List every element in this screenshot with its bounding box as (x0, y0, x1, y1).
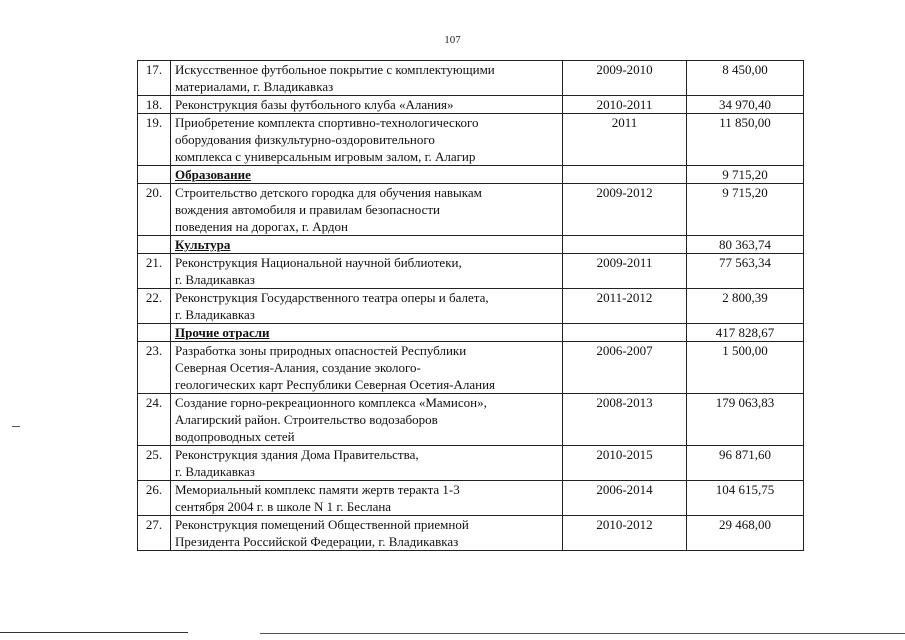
projects-table (137, 60, 804, 551)
project-amount: 11 850,00 (687, 114, 804, 166)
project-amount: 9 715,20 (687, 184, 804, 236)
project-name-line: Реконструкция базы футбольного клуба «Алания» (175, 97, 454, 112)
section-row (138, 166, 804, 184)
project-period (563, 166, 687, 184)
section-row (138, 236, 804, 254)
project-amount: 179 063,83 (687, 394, 804, 446)
project-name (171, 342, 563, 394)
project-period: 2011 (563, 114, 687, 166)
project-period: 2009-2010 (563, 61, 687, 96)
scan-edge-line-left (0, 632, 188, 633)
row-number (138, 324, 171, 342)
project-name-line: оборудования физкультурно-оздоровительного (175, 132, 435, 147)
row-number (138, 236, 171, 254)
project-period (563, 324, 687, 342)
project-amount: 77 563,34 (687, 254, 804, 289)
project-name-line: Прочие отрасли (175, 325, 270, 340)
project-name-line: материалами, г. Владикавказ (175, 79, 334, 94)
row-number: 17. (138, 61, 171, 96)
project-name (171, 254, 563, 289)
project-name (171, 481, 563, 516)
row-number: 20. (138, 184, 171, 236)
project-amount: 80 363,74 (687, 236, 804, 254)
page-number: 107 (444, 34, 461, 46)
section-row (138, 324, 804, 342)
row-number: 23. (138, 342, 171, 394)
project-name-line: Приобретение комплекта спортивно-технологического (175, 115, 479, 130)
project-period (563, 236, 687, 254)
project-period: 2008-2013 (563, 394, 687, 446)
project-period: 2006-2007 (563, 342, 687, 394)
project-name (171, 96, 563, 114)
project-name-line: Строительство детского городка для обучения навыкам (175, 185, 482, 200)
table-row (138, 342, 804, 394)
project-amount: 1 500,00 (687, 342, 804, 394)
project-name-line: Искусственное футбольное покрытие с комплектующими (175, 62, 495, 77)
project-amount: 96 871,60 (687, 446, 804, 481)
project-amount: 34 970,40 (687, 96, 804, 114)
project-name-line: водопроводных сетей (175, 429, 295, 444)
project-name-line: вождения автомобиля и правилам безопасности (175, 202, 440, 217)
project-period: 2009-2011 (563, 254, 687, 289)
table-row (138, 254, 804, 289)
project-period: 2010-2015 (563, 446, 687, 481)
project-name-line: Культура (175, 237, 231, 252)
project-period: 2009-2012 (563, 184, 687, 236)
project-name-line: Реконструкция Национальной научной библиотеки, (175, 255, 462, 270)
project-name (171, 61, 563, 96)
project-name-line: Президента Российской Федерации, г. Владикавказ (175, 534, 459, 549)
project-name (171, 394, 563, 446)
project-name-line: комплекса с универсальным игровым залом, г. Алагир (175, 149, 476, 164)
project-name-line: поведения на дорогах, г. Ардон (175, 219, 348, 234)
row-number: 21. (138, 254, 171, 289)
table-row (138, 394, 804, 446)
project-name-line: г. Владикавказ (175, 272, 255, 287)
project-amount: 29 468,00 (687, 516, 804, 551)
project-name-line: Создание горно-рекреационного комплекса «Мамисон», (175, 395, 487, 410)
row-number: 22. (138, 289, 171, 324)
row-number: 19. (138, 114, 171, 166)
row-number: 26. (138, 481, 171, 516)
project-name (171, 184, 563, 236)
project-name (171, 446, 563, 481)
project-name-line: сентября 2004 г. в школе N 1 г. Беслана (175, 499, 392, 514)
project-amount: 8 450,00 (687, 61, 804, 96)
project-name-line: Реконструкция Государственного театра оперы и балета, (175, 290, 489, 305)
project-name-line: Мемориальный комплекс памяти жертв теракта 1-3 (175, 482, 460, 497)
project-name-line: геологических карт Республики Северная Осетия-Алания (175, 377, 496, 392)
table-row (138, 516, 804, 551)
section-title (171, 324, 563, 342)
table-row (138, 61, 804, 96)
row-number: 24. (138, 394, 171, 446)
project-amount: 9 715,20 (687, 166, 804, 184)
section-title (171, 236, 563, 254)
table-row (138, 446, 804, 481)
project-name-line: Разработка зоны природных опасностей Республики (175, 343, 467, 358)
row-number: 25. (138, 446, 171, 481)
project-name (171, 289, 563, 324)
scan-artifact-mark (12, 426, 20, 427)
project-name-line: Реконструкция помещений Общественной приемной (175, 517, 469, 532)
scan-edge-line-right (260, 633, 905, 634)
project-name-line: г. Владикавказ (175, 307, 255, 322)
table-body (138, 61, 804, 551)
section-title (171, 166, 563, 184)
project-name-line: Образование (175, 167, 251, 182)
project-name (171, 516, 563, 551)
table-row (138, 481, 804, 516)
project-period: 2010-2011 (563, 96, 687, 114)
row-number (138, 166, 171, 184)
project-name-line: г. Владикавказ (175, 464, 255, 479)
project-name-line: Северная Осетия-Алания, создание эколого- (175, 360, 421, 375)
table-row (138, 114, 804, 166)
table-row (138, 96, 804, 114)
table-row (138, 289, 804, 324)
project-amount: 2 800,39 (687, 289, 804, 324)
project-amount: 417 828,67 (687, 324, 804, 342)
row-number: 27. (138, 516, 171, 551)
project-amount: 104 615,75 (687, 481, 804, 516)
project-period: 2011-2012 (563, 289, 687, 324)
project-period: 2010-2012 (563, 516, 687, 551)
project-name-line: Реконструкция здания Дома Правительства, (175, 447, 419, 462)
table-row (138, 184, 804, 236)
project-name-line: Алагирский район. Строительство водозаборов (175, 412, 438, 427)
project-name (171, 114, 563, 166)
project-period: 2006-2014 (563, 481, 687, 516)
row-number: 18. (138, 96, 171, 114)
